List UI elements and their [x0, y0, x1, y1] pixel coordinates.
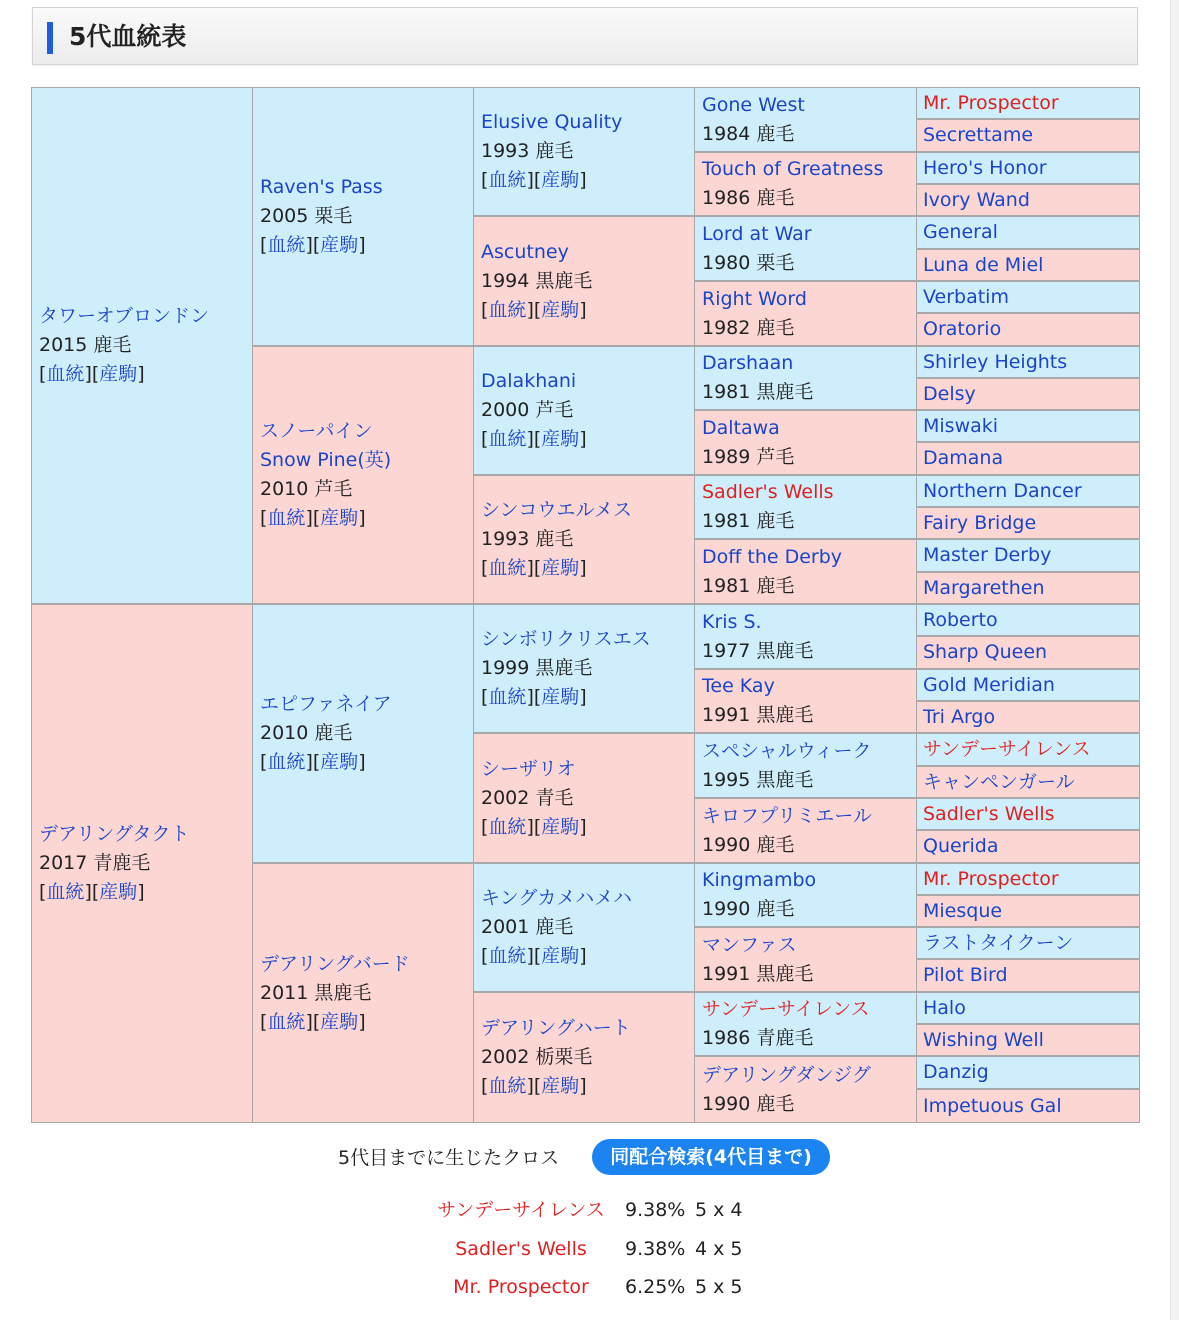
pedigree-cell-g2: [253, 347, 475, 605]
pedigree-link[interactable]: 血統: [267, 234, 306, 256]
horse-name-link[interactable]: Fairy Bridge: [923, 511, 1037, 534]
offspring-link[interactable]: 産駒: [541, 428, 580, 450]
horse-year-color: 1991 黒鹿毛: [702, 962, 814, 985]
horse-name-link[interactable]: キングカメハメハ: [481, 887, 633, 909]
horse-name-link[interactable]: General: [923, 221, 998, 243]
horse-name-link[interactable]: エピファネイア: [260, 693, 392, 715]
pedigree-cell-g4: [695, 670, 918, 734]
horse-links: [血統][産駒]: [481, 428, 587, 450]
cross-title: 5代目までに生じたクロス: [338, 1147, 560, 1169]
pedigree-cell-g5: [917, 540, 1139, 573]
horse-name-link[interactable]: スノーパイン: [260, 420, 373, 442]
horse-name-link[interactable]: Ascutney: [481, 240, 569, 263]
pedigree-cell-g4: [695, 993, 918, 1057]
pedigree-cell-g5: [917, 831, 1139, 864]
horse-year-color: 2015 鹿毛: [39, 334, 132, 356]
horse-name-link[interactable]: Master Derby: [923, 544, 1052, 566]
pedigree-cell-g5: [917, 153, 1139, 185]
horse-year-color: 1989 芦毛: [702, 445, 795, 468]
horse-name-link[interactable]: デアリングダンジグ: [702, 1063, 871, 1086]
pedigree-cell-g4: [695, 411, 918, 476]
horse-name-link[interactable]: ラストタイクーン: [923, 931, 1074, 954]
cross-row: [0, 1195, 1179, 1225]
horse-name-link[interactable]: シンコウエルメス: [481, 499, 632, 521]
pedigree-link[interactable]: 血統: [488, 169, 527, 191]
horse-year-color: 1999 黒鹿毛: [481, 657, 593, 679]
horse-name-link[interactable]: マンファス: [702, 933, 797, 956]
pedigree-cell-g3: [474, 217, 696, 347]
horse-year-color: 2002 青毛: [481, 786, 574, 809]
pedigree-cell-g4: [695, 217, 918, 282]
horse-name-link[interactable]: Halo: [923, 996, 966, 1019]
pedigree-cell-g5: [917, 670, 1139, 702]
offspring-link[interactable]: 産駒: [541, 557, 580, 579]
horse-links: [血統][産駒]: [260, 1010, 366, 1033]
offspring-link[interactable]: 産駒: [541, 298, 580, 321]
horse-links: [血統][産駒]: [481, 945, 587, 967]
pedigree-cell-g3: [474, 734, 696, 864]
cross-generations: 5 x 5: [695, 1276, 743, 1298]
horse-name-link[interactable]: Sadler's Wells: [923, 802, 1055, 825]
pedigree-cell-g5: [917, 605, 1139, 637]
pedigree-cell-g5: [917, 734, 1139, 767]
horse-year-color: 1982 鹿毛: [702, 316, 795, 339]
horse-name-link[interactable]: Lord at War: [702, 222, 812, 245]
pedigree-cell-g5: [917, 799, 1139, 831]
offspring-link[interactable]: 産駒: [99, 881, 138, 903]
offspring-link[interactable]: 産駒: [320, 234, 359, 256]
horse-name-link[interactable]: シーザリオ: [481, 757, 576, 780]
horse-name-link[interactable]: Raven's Pass: [260, 176, 383, 198]
horse-year-color: 1981 鹿毛: [702, 510, 795, 532]
pedigree-cell-g3: [474, 605, 696, 734]
cross-generations: 4 x 5: [695, 1237, 743, 1260]
offspring-link[interactable]: 産駒: [541, 169, 580, 191]
pedigree-link[interactable]: 血統: [46, 363, 85, 385]
horse-year-color: 2001 鹿毛: [481, 916, 574, 938]
horse-links: [血統][産駒]: [260, 751, 366, 773]
horse-name-link[interactable]: Secrettame: [923, 124, 1034, 146]
pedigree-link[interactable]: 血統: [46, 881, 85, 903]
horse-name-link[interactable]: Touch of Greatness: [702, 158, 884, 180]
horse-name-link[interactable]: Sharp Queen: [923, 641, 1048, 663]
horse-year-color: 2010 芦毛: [260, 478, 353, 500]
horse-name-link[interactable]: Kingmambo: [702, 869, 817, 891]
pedigree-link[interactable]: 血統: [267, 507, 306, 529]
horse-year-color: 2000 芦毛: [481, 399, 574, 421]
pedigree-cell-g4: [695, 153, 918, 217]
horse-name-link[interactable]: Sadler's Wells: [702, 481, 834, 503]
horse-name-link[interactable]: Ivory Wand: [923, 188, 1030, 211]
cross-percentage: 6.25%: [625, 1276, 686, 1298]
pedigree-cell-g5: [917, 282, 1139, 314]
horse-name-link[interactable]: Miswaki: [923, 414, 999, 437]
horse-name-link[interactable]: キロフプリミエール: [702, 804, 872, 827]
horse-name-link[interactable]: Kris S.: [702, 610, 762, 633]
pedigree-cell-g5: [917, 314, 1139, 347]
horse-year-color: 1986 青鹿毛: [702, 1027, 814, 1049]
horse-name-link[interactable]: タワーオブロンドン: [39, 305, 210, 327]
horse-name-link[interactable]: Gone West: [702, 93, 805, 116]
horse-name-link[interactable]: サンデーサイレンス: [702, 998, 870, 1020]
pedigree-cell-g4: [695, 605, 918, 670]
cross-horse-name-link[interactable]: Mr. Prospector: [453, 1276, 589, 1298]
horse-name-link[interactable]: Delsy: [923, 382, 976, 405]
cross-horse-name-link[interactable]: サンデーサイレンス: [437, 1199, 605, 1221]
pedigree-cell-g5: [917, 864, 1139, 896]
pedigree-cell-g5: [917, 185, 1139, 217]
horse-year-color: 1980 栗毛: [702, 251, 795, 274]
horse-year-color: 1981 黒鹿毛: [702, 381, 814, 403]
pedigree-cell-g5: [917, 250, 1139, 282]
pedigree-cell-g4: [695, 347, 918, 411]
pedigree-cell-g2: [253, 864, 475, 1122]
horse-name-link[interactable]: Mr. Prospector: [923, 91, 1059, 114]
pedigree-cell-g5: [917, 637, 1139, 670]
horse-name-link[interactable]: Wishing Well: [923, 1028, 1044, 1051]
horse-links: [血統][産駒]: [481, 815, 587, 838]
offspring-link[interactable]: 産駒: [541, 686, 580, 708]
pedigree-link[interactable]: 血統: [488, 815, 527, 838]
horse-name-link[interactable]: Verbatim: [923, 285, 1009, 308]
pedigree-cell-g5: [917, 1025, 1139, 1057]
horse-year-color: 1986 鹿毛: [702, 187, 795, 209]
horse-links: [血統][産駒]: [481, 169, 587, 191]
pedigree-cell-g5: [917, 1057, 1139, 1090]
horse-links: [血統][産駒]: [39, 363, 145, 385]
pedigree-cell-g5: [917, 573, 1139, 605]
pedigree-cell-g4: [695, 734, 918, 799]
pedigree-table: [31, 87, 1140, 1123]
pedigree-cell-g4: [695, 282, 918, 347]
horse-links: [血統][産駒]: [39, 881, 145, 903]
pedigree-cell-g4: [695, 476, 918, 540]
horse-year-color: 1981 鹿毛: [702, 574, 795, 597]
pedigree-link[interactable]: 血統: [488, 298, 527, 321]
horse-name-link[interactable]: Luna de Miel: [923, 253, 1044, 276]
pedigree-cell-g3: [474, 347, 696, 476]
pedigree-cell-g5: [917, 993, 1139, 1025]
pedigree-cell-g5: [917, 217, 1139, 250]
horse-year-color: 1994 黒鹿毛: [481, 269, 593, 292]
horse-year-color: 1993 鹿毛: [481, 140, 574, 162]
pedigree-cell-g5: [917, 508, 1139, 540]
horse-name-link[interactable]: キャンペンガール: [923, 770, 1075, 793]
pedigree-cell-g4: [695, 864, 918, 928]
cross-percentage: 9.38%: [625, 1237, 686, 1260]
pedigree-cell-g4: [695, 928, 918, 993]
pedigree-cell-g5: [917, 347, 1139, 379]
cross-horse-name-link[interactable]: Sadler's Wells: [455, 1237, 587, 1260]
offspring-link[interactable]: 産駒: [320, 751, 359, 773]
horse-name-link[interactable]: Tri Argo: [923, 705, 996, 728]
horse-name-link[interactable]: スペシャルウィーク: [702, 739, 872, 762]
offspring-link[interactable]: 産駒: [320, 1010, 359, 1033]
horse-links: [血統][産駒]: [481, 1075, 587, 1097]
horse-name-link[interactable]: Mr. Prospector: [923, 867, 1059, 890]
horse-name-link[interactable]: デアリングハート: [481, 1017, 631, 1039]
horse-name-link[interactable]: デアリングタクト: [39, 823, 190, 845]
pedigree-cell-g5: [917, 443, 1139, 476]
horse-year-color: 1995 黒鹿毛: [702, 768, 814, 791]
pedigree-link[interactable]: 血統: [267, 751, 306, 773]
pedigree-cell-g5: [917, 702, 1139, 734]
offspring-link[interactable]: 産駒: [541, 815, 580, 838]
cross-row: [0, 1272, 1179, 1302]
pedigree-cell-g5: [917, 476, 1139, 508]
pedigree-link[interactable]: 血統: [267, 1010, 306, 1033]
horse-year-color: 2010 鹿毛: [260, 722, 353, 744]
horse-year-color: 1993 鹿毛: [481, 528, 574, 550]
pedigree-cell-g2: [253, 605, 475, 864]
horse-name-link[interactable]: Gold Meridian: [923, 673, 1055, 696]
horse-name-link[interactable]: Dalakhani: [481, 370, 577, 392]
horse-year-color: 1990 鹿毛: [702, 1092, 795, 1115]
pedigree-cell-g5: [917, 960, 1139, 993]
offspring-link[interactable]: 産駒: [99, 363, 138, 385]
horse-links: [血統][産駒]: [260, 234, 366, 256]
pedigree-cell-g5: [917, 379, 1139, 411]
horse-year-color: 2017 青鹿毛: [39, 852, 151, 874]
page-title: 5代血統表: [69, 22, 187, 51]
cross-generations: 5 x 4: [695, 1199, 743, 1221]
horse-name-link[interactable]: Hero's Honor: [923, 156, 1047, 179]
horse-year-color: 1990 鹿毛: [702, 898, 795, 920]
horse-name-link[interactable]: サンデーサイレンス: [923, 738, 1091, 760]
pedigree-link[interactable]: 血統: [488, 686, 527, 708]
pedigree-cell-g5: [917, 896, 1139, 928]
horse-name-link[interactable]: Margarethen: [923, 576, 1045, 599]
pedigree-cell-g3: [474, 864, 696, 993]
pedigree-cell-g1: [32, 88, 254, 605]
horse-name-link[interactable]: Miesque: [923, 899, 1003, 922]
pedigree-cell-g5: [917, 928, 1139, 960]
horse-name-link[interactable]: Northern Dancer: [923, 479, 1082, 502]
horse-name-link[interactable]: デアリングバード: [260, 952, 410, 975]
cross-row: [0, 1234, 1179, 1264]
horse-name-link[interactable]: Pilot Bird: [923, 964, 1008, 986]
horse-year-color: 1977 黒鹿毛: [702, 639, 814, 662]
pedigree-cell-g4: [695, 540, 918, 605]
horse-links: [血統][産駒]: [260, 507, 366, 529]
scrollbar[interactable]: [1170, 0, 1179, 1320]
pedigree-cell-g5: [917, 120, 1139, 153]
pedigree-cell-g3: [474, 88, 696, 217]
horse-name-link[interactable]: Daltawa: [702, 416, 780, 439]
pedigree-cell-g5: [917, 88, 1139, 120]
pedigree-cell-g4: [695, 799, 918, 864]
horse-name-link[interactable]: Danzig: [923, 1061, 989, 1083]
horse-year-color: 1991 黒鹿毛: [702, 704, 814, 726]
pedigree-cell-g3: [474, 476, 696, 605]
horse-name-link[interactable]: Impetuous Gal: [923, 1094, 1062, 1117]
horse-links: [血統][産駒]: [481, 557, 587, 579]
header-accent-bar: [47, 22, 53, 54]
cross-percentage: 9.38%: [625, 1199, 686, 1221]
pedigree-link[interactable]: 血統: [488, 1075, 527, 1097]
horse-name-link[interactable]: Right Word: [702, 287, 807, 310]
pedigree-cell-g5: [917, 1090, 1139, 1122]
pedigree-cell-g2: [253, 88, 475, 347]
horse-year-color: 2005 栗毛: [260, 205, 353, 227]
horse-year-color: 2011 黒鹿毛: [260, 981, 372, 1004]
horse-links: [血統][産駒]: [481, 686, 587, 708]
horse-year-color: 1990 鹿毛: [702, 833, 795, 856]
offspring-link[interactable]: 産駒: [320, 507, 359, 529]
horse-name-link[interactable]: Querida: [923, 835, 999, 857]
offspring-link[interactable]: 産駒: [541, 1075, 580, 1097]
horse-name-link[interactable]: シンボリクリスエス: [481, 628, 651, 650]
same-breeding-search-button[interactable]: 同配合検索(4代目まで): [592, 1139, 830, 1175]
horse-name-link[interactable]: Darshaan: [702, 352, 794, 374]
horse-name-link[interactable]: Doff the Derby: [702, 545, 843, 568]
pedigree-cell-g4: [695, 1057, 918, 1122]
horse-name-link[interactable]: Shirley Heights: [923, 350, 1068, 373]
pedigree-link[interactable]: 血統: [488, 945, 527, 967]
pedigree-link[interactable]: 血統: [488, 428, 527, 450]
horse-name-link[interactable]: Oratorio: [923, 318, 1002, 340]
horse-name-link[interactable]: Tee Kay: [702, 675, 775, 697]
pedigree-link[interactable]: 血統: [488, 557, 527, 579]
horse-name-link[interactable]: Damana: [923, 447, 1004, 469]
pedigree-cell-g5: [917, 411, 1139, 443]
offspring-link[interactable]: 産駒: [541, 945, 580, 967]
pedigree-cell-g1: [32, 605, 254, 1122]
section-header: [32, 7, 1138, 65]
horse-name-link[interactable]: Roberto: [923, 608, 998, 631]
horse-links: [血統][産駒]: [481, 298, 587, 321]
pedigree-cell-g5: [917, 767, 1139, 799]
pedigree-cell-g4: [695, 88, 918, 153]
horse-year-color: 1984 鹿毛: [702, 122, 795, 145]
horse-alt-name-link[interactable]: Snow Pine(英): [260, 449, 392, 471]
horse-year-color: 2002 栃栗毛: [481, 1046, 593, 1068]
horse-name-link[interactable]: Elusive Quality: [481, 111, 623, 133]
pedigree-cell-g3: [474, 993, 696, 1122]
